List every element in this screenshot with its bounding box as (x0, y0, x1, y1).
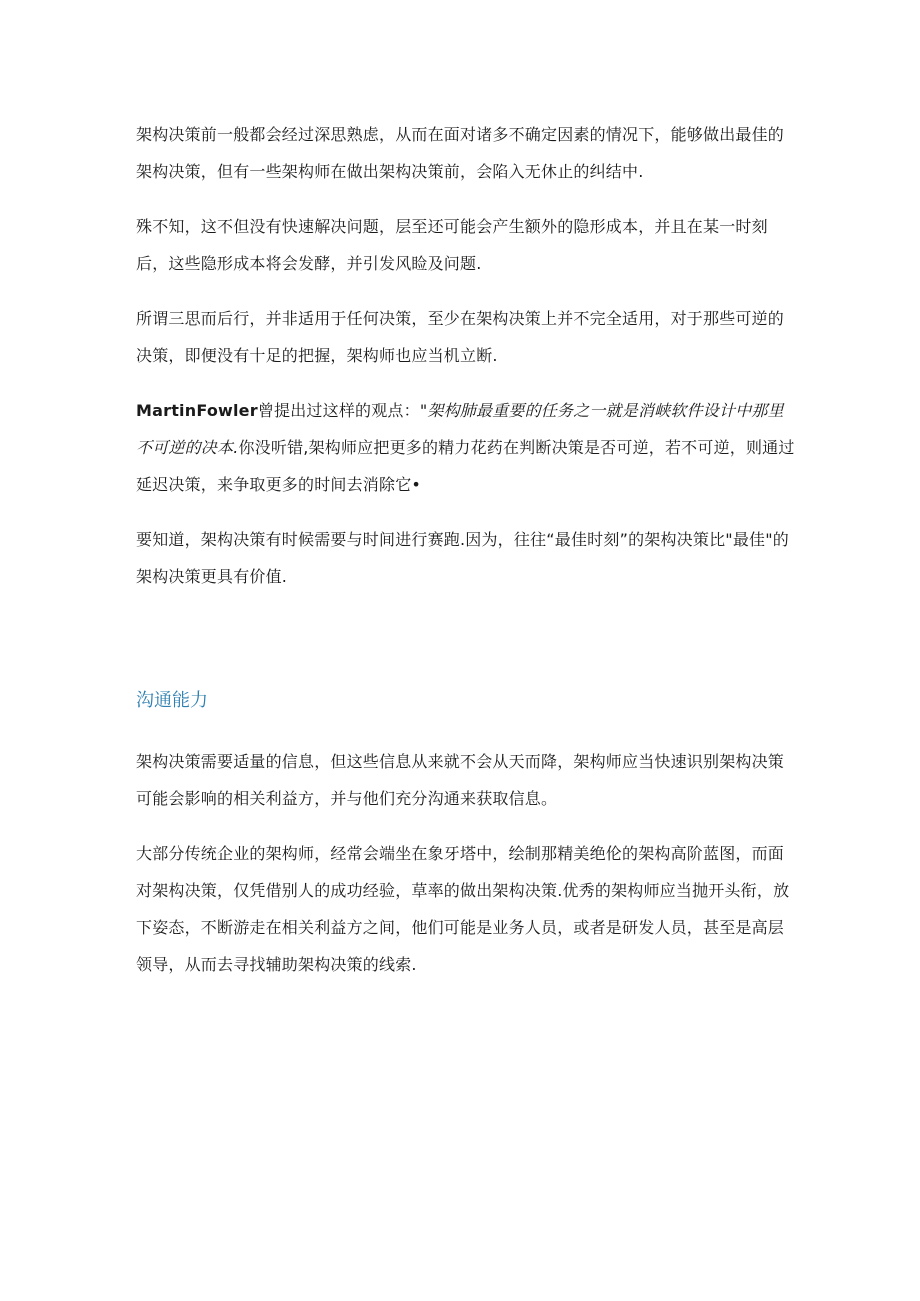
section-heading-communication: 沟通能力 (136, 690, 208, 711)
paragraph-hidden-cost: 殊不知，这不但没有快速解决问题，层至还可能会产生额外的隐形成本，并且在某一时刻后，这些隐形成本将会发酵，并引发风睑及问题. (136, 217, 768, 273)
paragraph-ivory-tower: 大部分传统企业的架构师，经常会端坐在象牙塔中，绘制那精美绝伦的架构高阶蓝图，而面对架构决策，仅凭借别人的成功经验，草率的做出架构决策.优秀的架构师应当抛开头衔，放下姿态，不断游走在相关利益方之间，他们可能是业务人员，或者是研发人员，甚至是高层领导，从而去寻找辅助架构决策的线索. (136, 844, 790, 974)
paragraph-timing: 要知道，架构决策有时候需要与时间进行赛跑.因为，往往“最佳时刻”的架构决策比"最佳"的架构决策更具有价值. (136, 530, 789, 586)
quote-intro: 曾提出过这样的观点： (257, 401, 420, 420)
paragraph-decisive: 所谓三思而后行，并非适用于任何决策，至少在架构决策上并不完全适用，对于那些可逆的决策，即便没有十足的把握，架构师也应当机立断. (136, 309, 785, 365)
paragraph-fowler-quote (136, 392, 796, 503)
author-name: MartinFowler (136, 401, 258, 420)
quote-followup: 你没听错,架构师应把更多的精力花药在判断决策是否可逆，若不可逆，则通过延迟决策，来争取更多的时间去消除它• (136, 438, 795, 494)
document-body (136, 116, 796, 1001)
paragraph-information: 架构决策需要适量的信息，但这些信息从来就不会从天而降，架构师应当快速识别架构决策可能会影响的相关利益方，并与他们充分沟通来获取信息。 (136, 752, 785, 808)
quote-text: "架构肺最重要的任务之一就是消峡软件设计中那里不可逆的决本. (136, 401, 784, 457)
paragraph-deliberation: 架构决策前一般都会经过深思熟虑，从而在面对诸多不确定因素的情况下，能够做出最佳的架构决策，但有一些架构师在做出架构决策前，会陷入无休止的纠结中. (136, 125, 785, 181)
